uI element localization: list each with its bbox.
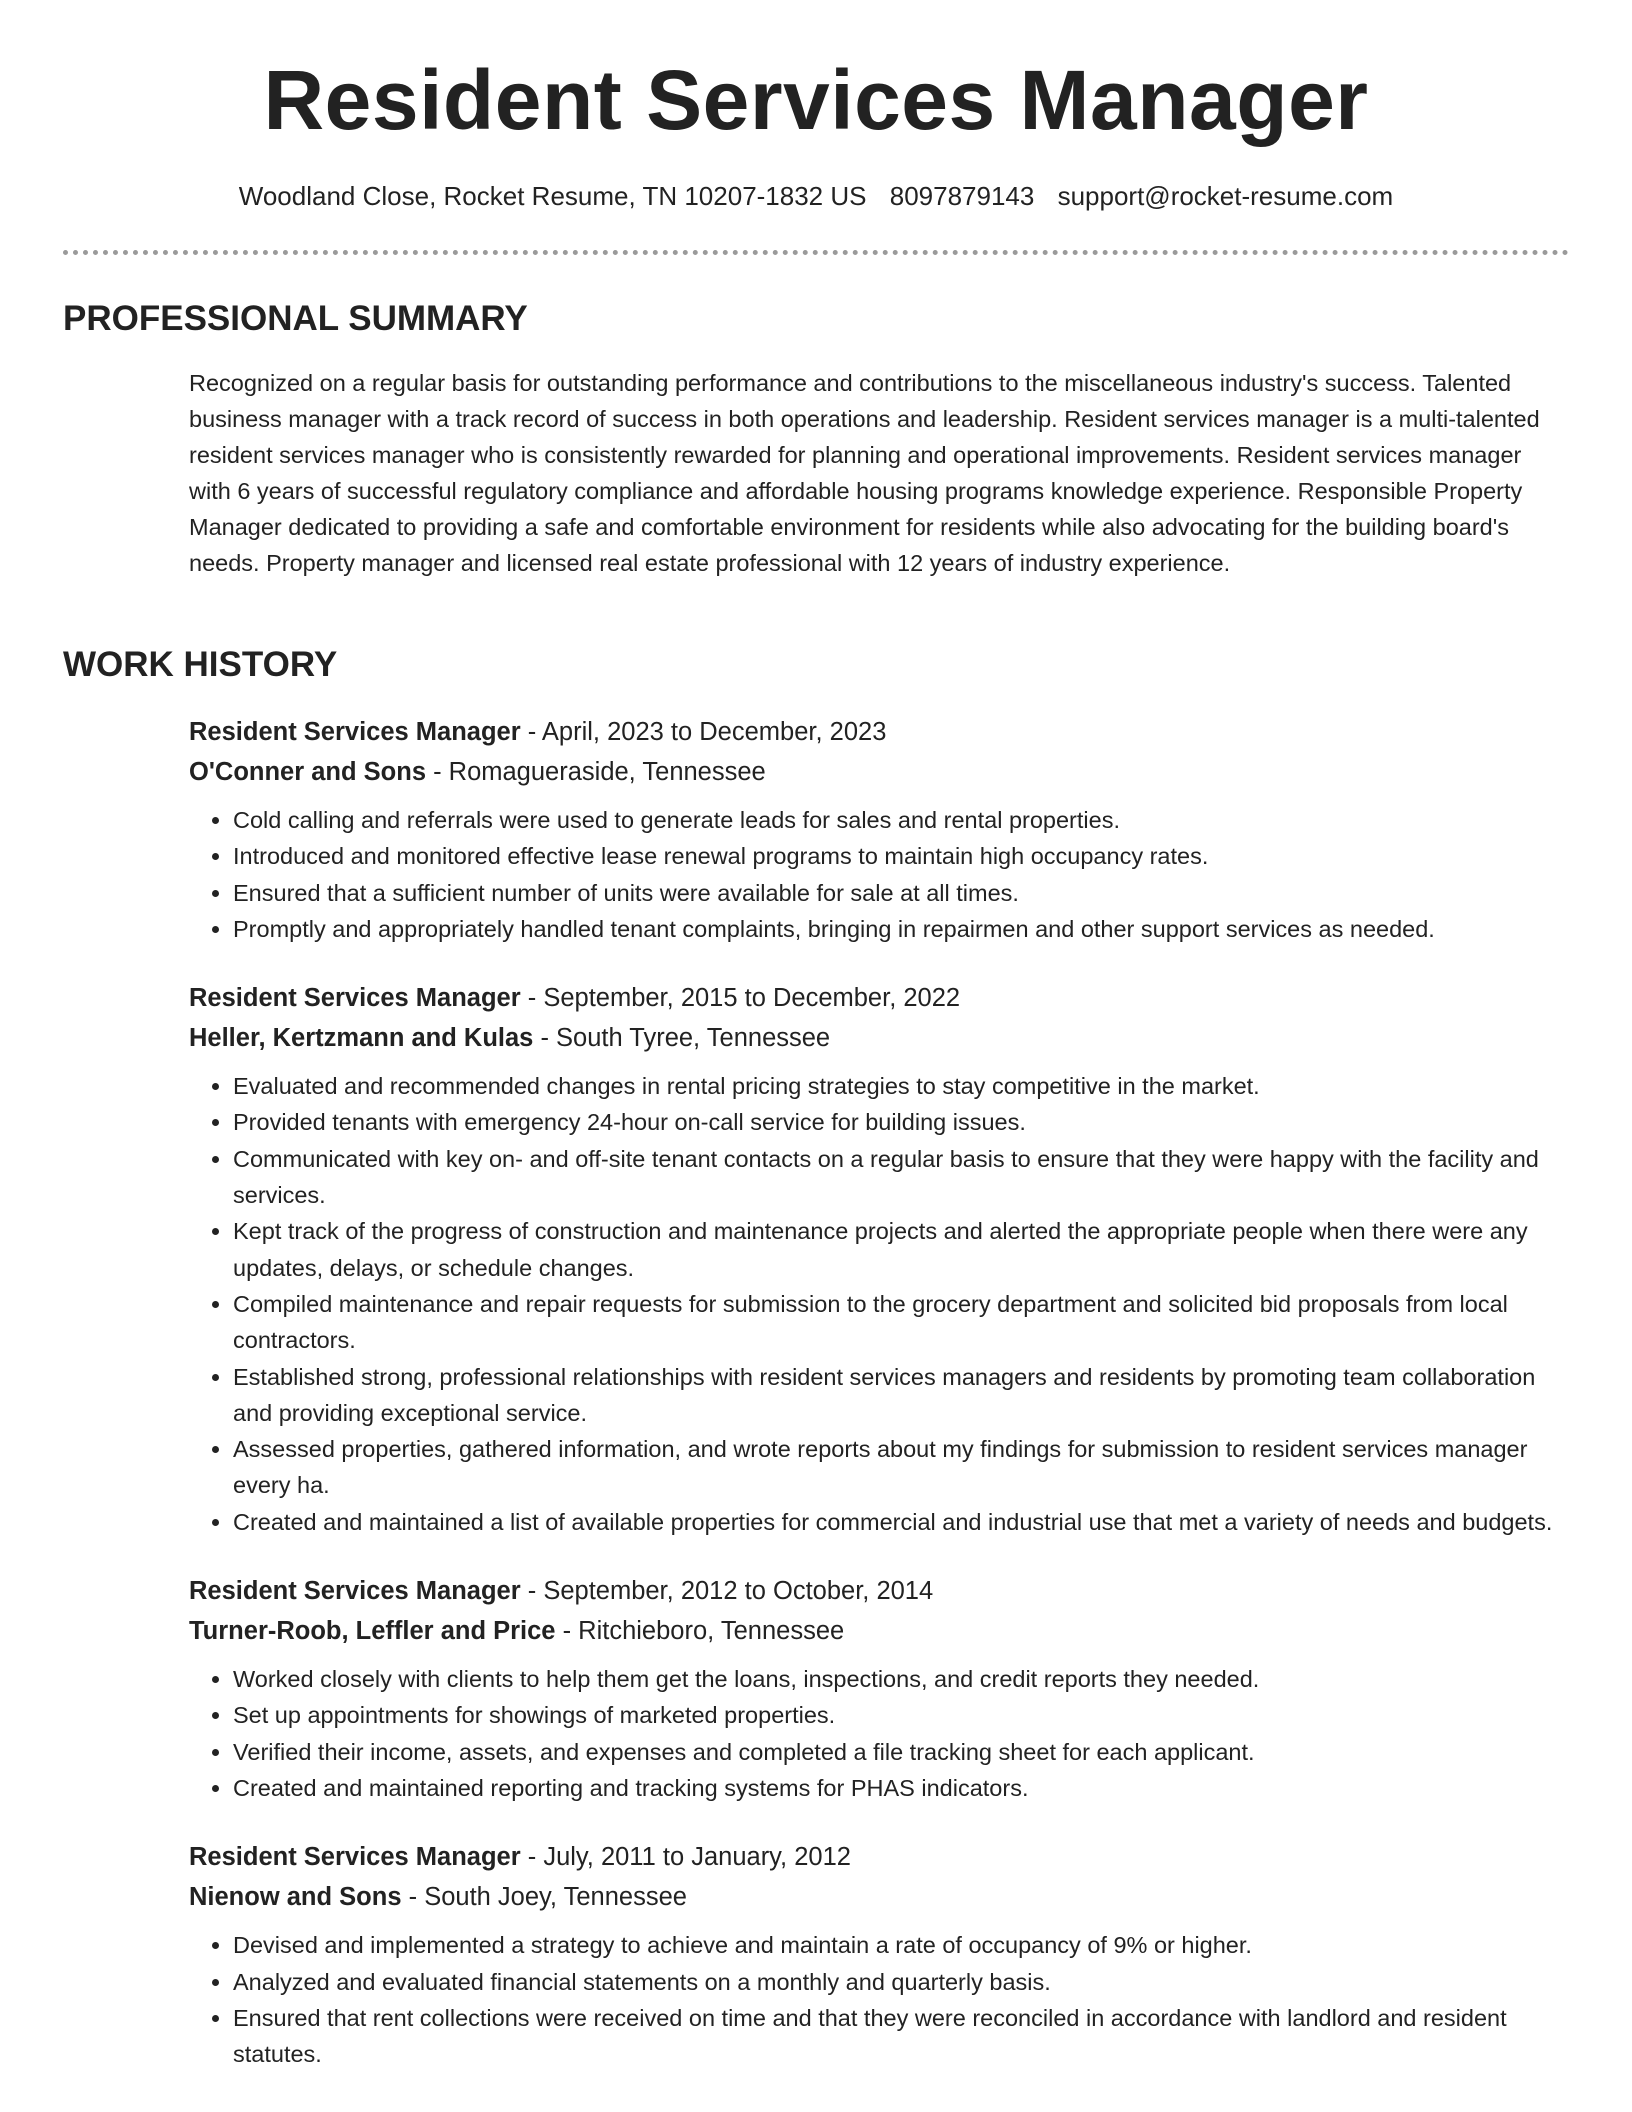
job-entry <box>189 1571 1569 1806</box>
job-dates: - September, 2015 to December, 2022 <box>520 984 961 1013</box>
contact-line <box>0 180 1632 214</box>
job-location: - South Joey, Tennessee <box>401 1883 687 1912</box>
list-item: • Created and maintained reporting and tracking systems for PHAS indicators. <box>233 1770 1569 1806</box>
job-location: - South Tyree, Tennessee <box>533 1024 831 1053</box>
list-item: • Verified their income, assets, and expenses and completed a file tracking sheet for each applicant. <box>233 1734 1569 1770</box>
job-company: Turner-Roob, Leffler and Price <box>189 1617 556 1646</box>
job-entry <box>189 712 1569 947</box>
list-item: • Promptly and appropriately handled tenant complaints, bringing in repairmen and other support services as needed. <box>233 911 1569 947</box>
job-entry <box>189 978 1569 1540</box>
list-item: • Evaluated and recommended changes in rental pricing strategies to stay competitive in the market. <box>233 1068 1569 1104</box>
list-item: • Cold calling and referrals were used to generate leads for sales and rental properties. <box>233 802 1569 838</box>
list-item: • Worked closely with clients to help them get the loans, inspections, and credit reports they needed. <box>233 1661 1569 1697</box>
work-history-list <box>189 712 1569 2103</box>
job-role: Resident Services Manager <box>189 1577 521 1606</box>
job-location: - Ritchieboro, Tennessee <box>555 1617 845 1646</box>
list-item: • Established strong, professional relationships with resident services managers and residents by promoting team collaboration and providing exceptional service. <box>233 1359 1569 1432</box>
job-company-line <box>189 1877 1569 1917</box>
list-item: • Ensured that a sufficient number of units were available for sale at all times. <box>233 875 1569 911</box>
list-item: • Analyzed and evaluated financial statements on a monthly and quarterly basis. <box>233 1964 1569 2000</box>
job-dates: - April, 2023 to December, 2023 <box>520 718 887 746</box>
job-title-line <box>189 712 1569 752</box>
job-bullets <box>189 1068 1569 1540</box>
list-item: • Devised and implemented a strategy to achieve and maintain a rate of occupancy of 9% or higher. <box>233 1927 1569 1963</box>
list-item: • Ensured that rent collections were received on time and that they were reconciled in accordance with landlord and resident statutes. <box>233 2000 1569 2073</box>
job-company: O'Conner and Sons <box>189 758 426 786</box>
list-item: • Provided tenants with emergency 24-hour on-call service for building issues. <box>233 1104 1569 1140</box>
job-title-line <box>189 1837 1569 1877</box>
list-item: • Created and maintained a list of available properties for commercial and industrial use that met a variety of needs and budgets. <box>233 1504 1569 1540</box>
list-item: • Introduced and monitored effective lease renewal programs to maintain high occupancy rates. <box>233 838 1569 874</box>
job-dates: - July, 2011 to January, 2012 <box>520 1843 851 1872</box>
work-history-heading: WORK HISTORY <box>63 645 338 684</box>
job-bullets <box>189 1661 1569 1806</box>
job-role: Resident Services Manager <box>189 718 521 746</box>
header-divider <box>63 250 1569 255</box>
job-title-line <box>189 1571 1569 1611</box>
list-item: • Communicated with key on- and off-site tenant contacts on a regular basis to ensure that they were happy with the facility and services. <box>233 1141 1569 1214</box>
list-item: • Compiled maintenance and repair requests for submission to the grocery department and solicited bid proposals from local contractors. <box>233 1286 1569 1359</box>
job-company: Nienow and Sons <box>189 1883 402 1912</box>
list-item: • Kept track of the progress of construction and maintenance projects and alerted the appropriate people when there were any updates, delays, or schedule changes. <box>233 1213 1569 1286</box>
summary-text: Recognized on a regular basis for outstanding performance and contributions to the miscellaneous industry's success. Talented business manager with a track record of success in both operations and leadership. Resident services manager is a multi-talented resident services manager who is consistently rewarded for planning and operational improvements. Resident services manager with 6 years of successful regulatory compliance and affordable housing programs knowledge experience. Responsible Property Manager dedicated to providing a safe and comfortable environment for residents while also advocating for the building board's needs. Property manager and licensed real estate professional with 12 years of industry experience. <box>189 370 1540 576</box>
list-item: • Assessed properties, gathered information, and wrote reports about my findings for submission to resident services manager every ha. <box>233 1431 1569 1504</box>
job-company-line <box>189 752 1569 792</box>
job-role: Resident Services Manager <box>189 984 521 1013</box>
job-role: Resident Services Manager <box>189 1843 521 1872</box>
summary-heading: PROFESSIONAL SUMMARY <box>63 299 528 338</box>
job-company-line <box>189 1611 1569 1651</box>
job-location: - Romagueraside, Tennessee <box>426 758 766 786</box>
job-entry <box>189 1837 1569 2072</box>
contact-address: Woodland Close, Rocket Resume, TN 10207-1832 US <box>238 181 867 211</box>
job-company: Heller, Kertzmann and Kulas <box>189 1024 534 1053</box>
job-dates: - September, 2012 to October, 2014 <box>520 1577 934 1606</box>
list-item: • Set up appointments for showings of marketed properties. <box>233 1697 1569 1733</box>
job-title-line <box>189 978 1569 1018</box>
resume-name: Resident Services Manager <box>263 53 1369 147</box>
job-bullets <box>189 802 1569 947</box>
contact-phone: 8097879143 <box>889 181 1035 211</box>
job-company-line <box>189 1018 1569 1058</box>
job-bullets <box>189 1927 1569 2072</box>
contact-email: support@rocket-resume.com <box>1057 181 1394 211</box>
